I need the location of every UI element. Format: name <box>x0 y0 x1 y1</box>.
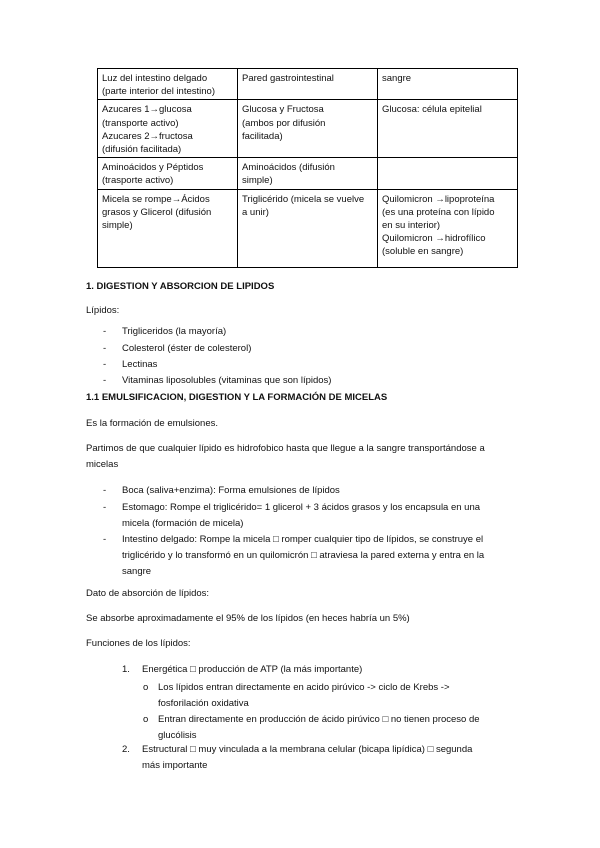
partimos-paragraph-line-2: micelas <box>86 459 119 470</box>
cell-text-line: Quilomicron →hidrofílico <box>382 233 486 245</box>
process-list-item-line: Estomago: Rompe el triglicérido= 1 glicerol + 3 ácidos grasos y los encapsula en una <box>122 502 481 513</box>
bullet-dash: - <box>103 343 107 354</box>
cell-text-line: a unir) <box>242 206 269 218</box>
cell-text-line: Azucares 2→fructosa <box>102 130 193 142</box>
sub-bullet-marker: o <box>143 682 149 693</box>
cell-text-line: grasos y Glicerol (difusión <box>102 206 212 218</box>
table-row <box>98 158 518 189</box>
sub-item-line: Entran directamente en producción de ácido pirúvico □ no tienen proceso de <box>158 714 480 725</box>
process-list-item-line: sangre <box>122 566 152 577</box>
cell-text-line: Azucares 1→glucosa <box>102 104 192 116</box>
lipidos-label: Lípidos: <box>86 305 120 316</box>
table-row <box>98 189 518 267</box>
process-list-item-line: micela (formación de micela) <box>122 518 244 529</box>
section-heading-emulsificacion: 1.1 EMULSIFICACION, DIGESTION Y LA FORMACIÓN DE MICELAS <box>86 392 388 403</box>
cell-text-line: simple) <box>102 220 133 232</box>
bullet-dash: - <box>103 534 107 545</box>
process-list-item-line: triglicérido y lo transformó en un quilomicrón □ atraviesa la pared externa y entra en la <box>122 550 485 561</box>
bullet-dash: - <box>103 375 107 386</box>
lipid-list-item: Trigliceridos (la mayoría) <box>122 326 227 337</box>
cell-text-line: (parte interior del intestino) <box>102 86 215 98</box>
table-cell <box>238 100 378 158</box>
bullet-dash: - <box>103 485 107 496</box>
cell-text-line: Aminoácidos y Péptidos <box>102 162 204 174</box>
funcion-line: más importante <box>142 760 208 771</box>
bullet-dash: - <box>103 502 107 513</box>
table-cell <box>238 158 378 189</box>
emulsiones-paragraph: Es la formación de emulsiones. <box>86 418 219 429</box>
numbered-marker: 1. <box>122 664 130 675</box>
table-row <box>98 69 518 100</box>
partimos-paragraph-line-1: Partimos de que cualquier lípido es hidrofobico hasta que llegue a la sangre transportándose a <box>86 443 485 454</box>
section-heading-digestion: 1. DIGESTION Y ABSORCION DE LIPIDOS <box>86 281 275 292</box>
table-row <box>98 100 518 158</box>
cell-text-line: (transporte activo) <box>102 117 179 129</box>
process-list-item-line: Intestino delgado: Rompe la micela □ romper cualquier tipo de lípidos, se construye el <box>122 534 484 545</box>
cell-text-line: en su interior) <box>382 220 441 232</box>
cell-text-line: Luz del intestino delgado <box>102 73 208 84</box>
cell-text-line: Glucosa y Fructosa <box>242 104 324 116</box>
table-cell <box>98 189 238 267</box>
bullet-dash: - <box>103 359 107 370</box>
cell-text-line: Aminoácidos (difusión <box>242 162 335 174</box>
cell-text-line: Micela se rompe→Ácidos <box>102 193 210 205</box>
table-cell <box>98 69 238 100</box>
cell-text-line: facilitada) <box>242 130 283 142</box>
table-cell <box>378 189 518 267</box>
cell-text-line: (es una proteína con lípido <box>382 206 495 218</box>
sub-bullet-marker: o <box>143 714 149 725</box>
table-cell <box>238 189 378 267</box>
sub-item-line: glucólisis <box>158 730 197 741</box>
absorption-table <box>97 68 518 268</box>
table-cell <box>238 69 378 100</box>
table-cell <box>98 158 238 189</box>
funcion-line: Energética □ producción de ATP (la más importante) <box>142 664 363 675</box>
table-cell <box>378 158 518 189</box>
lipid-list-item: Colesterol (éster de colesterol) <box>122 343 252 354</box>
cell-text-line: simple) <box>242 175 273 187</box>
process-list-item-line: Boca (saliva+enzima): Forma emulsiones de lípidos <box>122 485 340 496</box>
dato-text: Se absorbe aproximadamente el 95% de los lípidos (en heces habría un 5%) <box>86 613 410 624</box>
sub-item-line: fosforilación oxidativa <box>158 698 249 709</box>
cell-text-line: Pared gastrointestinal <box>242 73 334 84</box>
cell-text-line: sangre <box>382 73 412 84</box>
cell-text-line: (ambos por difusión <box>242 117 326 129</box>
table-cell <box>98 100 238 158</box>
lipid-list-item: Lectinas <box>122 359 158 370</box>
lipid-list-item: Vitaminas liposolubles (vitaminas que son lípidos) <box>122 375 332 386</box>
cell-text-line: Triglicérido (micela se vuelve <box>242 193 365 205</box>
cell-text-line: (trasporte activo) <box>102 175 174 187</box>
bullet-dash: - <box>103 326 107 337</box>
cell-text-line: Glucosa: célula epitelial <box>382 104 482 116</box>
cell-text-line: (difusión facilitada) <box>102 144 182 156</box>
cell-text-line: Quilomicron →lipoproteína <box>382 193 495 205</box>
table-cell <box>378 69 518 100</box>
sub-item-line: Los lípidos entran directamente en acido pirúvico -> ciclo de Krebs -> <box>158 682 450 693</box>
dato-label: Dato de absorción de lípidos: <box>86 588 210 599</box>
cell-text-line: (soluble en sangre) <box>382 246 464 258</box>
funciones-label: Funciones de los lípidos: <box>86 638 191 649</box>
table-cell <box>378 100 518 158</box>
numbered-marker: 2. <box>122 744 130 755</box>
funcion-line: Estructural □ muy vinculada a la membrana celular (bicapa lipídica) □ segunda <box>142 744 473 755</box>
